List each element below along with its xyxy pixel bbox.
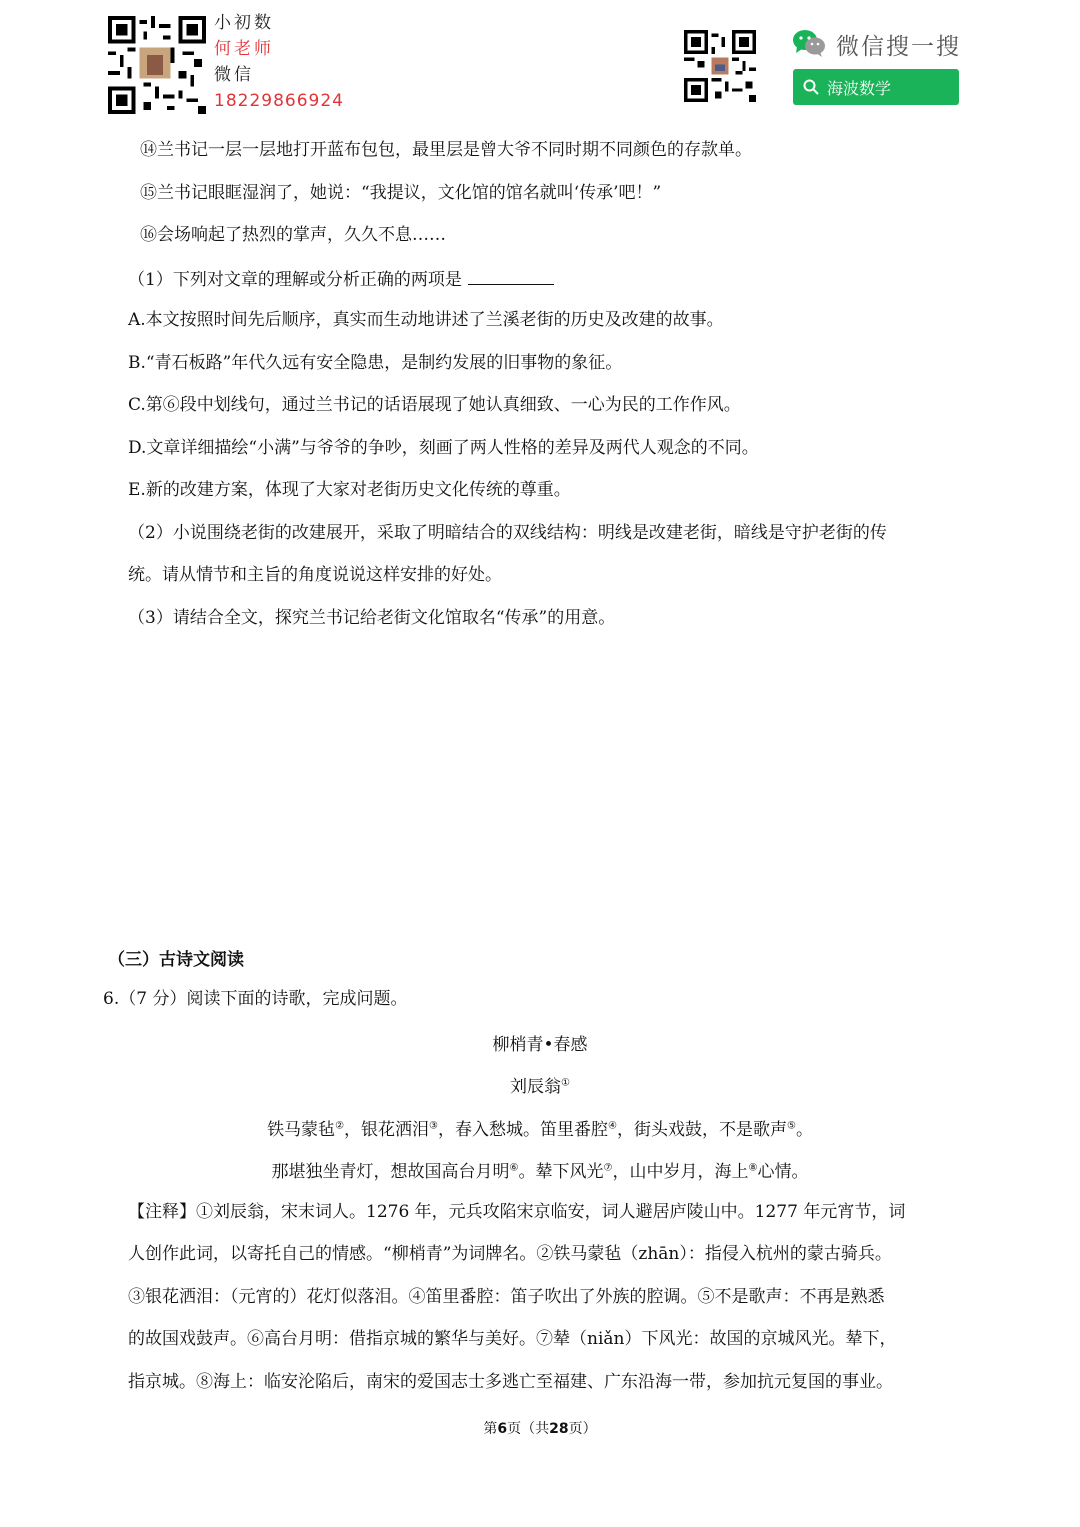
wechat-logo-icon <box>792 28 826 58</box>
note-mark: ⑥ <box>509 1162 519 1174</box>
annotation-line-5: 指京城。⑧海上：临安沦陷后，南宋的爱国志士多逃亡至福建、广东沿海一带，参加抗元复国的事业。 <box>128 1372 893 1392</box>
contact-line-1: 小初数 <box>214 13 274 33</box>
page-total: 28 <box>549 1421 569 1437</box>
search-keyword: 海波数学 <box>827 78 892 98</box>
poem-line-2 <box>0 1157 1080 1182</box>
annotation-line-1: 【注释】①刘辰翁，宋末词人。1276 年，元兵攻陷宋京临安，词人避居庐陵山中。1277 年元宵节，词 <box>128 1202 906 1222</box>
author-note-mark: ① <box>561 1077 570 1089</box>
poem-text: ，春入愁城。笛里番腔 <box>438 1120 608 1140</box>
contact-line-2: 何老师 <box>214 39 274 59</box>
question-1-text: （1）下列对文章的理解或分析正确的两项是 <box>128 270 462 290</box>
question-2-line-1: （2）小说围绕老街的改建展开，采取了明暗结合的双线结构：明线是改建老街，暗线是守护老街的传 <box>128 523 887 543</box>
poem-text: ，银花洒泪 <box>344 1120 430 1140</box>
qr-code-right <box>684 30 756 102</box>
section-heading: （三）古诗文阅读 <box>108 950 244 970</box>
page-footer <box>0 1418 1080 1438</box>
option-b: B.“青石板路”年代久远有安全隐患，是制约发展的旧事物的象征。 <box>128 353 623 373</box>
footer-suffix: 页） <box>568 1421 597 1437</box>
paragraph-15: ⑮兰书记眼眶湿润了，她说：“我提议，文化馆的馆名就叫‘传承’吧！” <box>140 183 662 203</box>
question-3: （3）请结合全文，探究兰书记给老街文化馆取名“传承”的用意。 <box>128 608 616 628</box>
option-d: D.文章详细描绘“小满”与爷爷的争吵，刻画了两人性格的差异及两代人观念的不同。 <box>128 438 759 458</box>
answer-blank <box>468 266 554 285</box>
poem-text: ，山中岁月，海上 <box>612 1162 749 1182</box>
poem-line-1 <box>0 1115 1080 1140</box>
poem-author-name: 刘辰翁 <box>510 1077 562 1097</box>
qr-code-left <box>108 16 206 114</box>
footer-middle: 页（共 <box>507 1421 550 1437</box>
wechat-search-box[interactable] <box>793 69 959 105</box>
question-1 <box>128 266 554 292</box>
footer-prefix: 第 <box>483 1421 498 1437</box>
question-2-line-2: 统。请从情节和主旨的角度说说这样安排的好处。 <box>128 565 502 585</box>
contact-line-3: 微信 <box>214 65 254 85</box>
annotation-line-2: 人创作此词，以寄托自己的情感。“柳梢青”为词牌名。②铁马蒙毡（zhān）：指侵入杭州的蒙古骑兵。 <box>128 1244 892 1264</box>
note-mark: ② <box>335 1120 345 1132</box>
note-mark: ④ <box>608 1120 617 1132</box>
poem-author <box>0 1072 1080 1097</box>
annotation-line-3: ③银花洒泪：（元宵的）花灯似落泪。④笛里番腔：笛子吹出了外族的腔调。⑤不是歌声：不再是熟悉 <box>128 1287 885 1307</box>
note-mark: ⑤ <box>786 1120 796 1132</box>
annotation-line-4: 的故国戏鼓声。⑥高台月明：借指京城的繁华与美好。⑦辇（niǎn）下风光：故国的京城风光。辇下， <box>128 1329 897 1349</box>
wechat-search-title: 微信搜一搜 <box>836 34 961 60</box>
poem-text: ，街头戏鼓，不是歌声 <box>616 1120 787 1140</box>
poem-text: 心情。 <box>757 1162 809 1182</box>
option-c: C.第⑥段中划线句，通过兰书记的话语展现了她认真细致、一心为民的工作作风。 <box>128 395 741 415</box>
poem-title: 柳梢青•春感 <box>492 1035 588 1055</box>
note-mark: ③ <box>429 1120 438 1132</box>
option-a: A.本文按照时间先后顺序，真实而生动地讲述了兰溪老街的历史及改建的故事。 <box>128 310 724 330</box>
teacher-contact <box>214 10 344 114</box>
search-icon <box>803 79 819 95</box>
paragraph-16: ⑯会场响起了热烈的掌声，久久不息…… <box>140 225 446 245</box>
poem-text: 。辇下风光 <box>518 1162 604 1182</box>
poem-text: 铁马蒙毡 <box>267 1120 336 1140</box>
option-e: E.新的改建方案，体现了大家对老街历史文化传统的尊重。 <box>128 480 571 500</box>
poem-text: 。 <box>795 1120 813 1140</box>
page-number: 6 <box>497 1421 508 1437</box>
paragraph-14: ⑭兰书记一层一层地打开蓝布包包，最里层是曾大爷不同时期不同颜色的存款单。 <box>140 140 752 160</box>
contact-phone: 18229866924 <box>214 91 344 111</box>
note-mark: ⑦ <box>603 1162 613 1174</box>
poem-text: 那堪独坐青灯，想故国高台月明 <box>271 1162 510 1182</box>
page-header <box>0 0 1080 130</box>
question-6: 6.（7 分）阅读下面的诗歌，完成问题。 <box>103 989 408 1009</box>
note-mark: ⑧ <box>748 1162 758 1174</box>
